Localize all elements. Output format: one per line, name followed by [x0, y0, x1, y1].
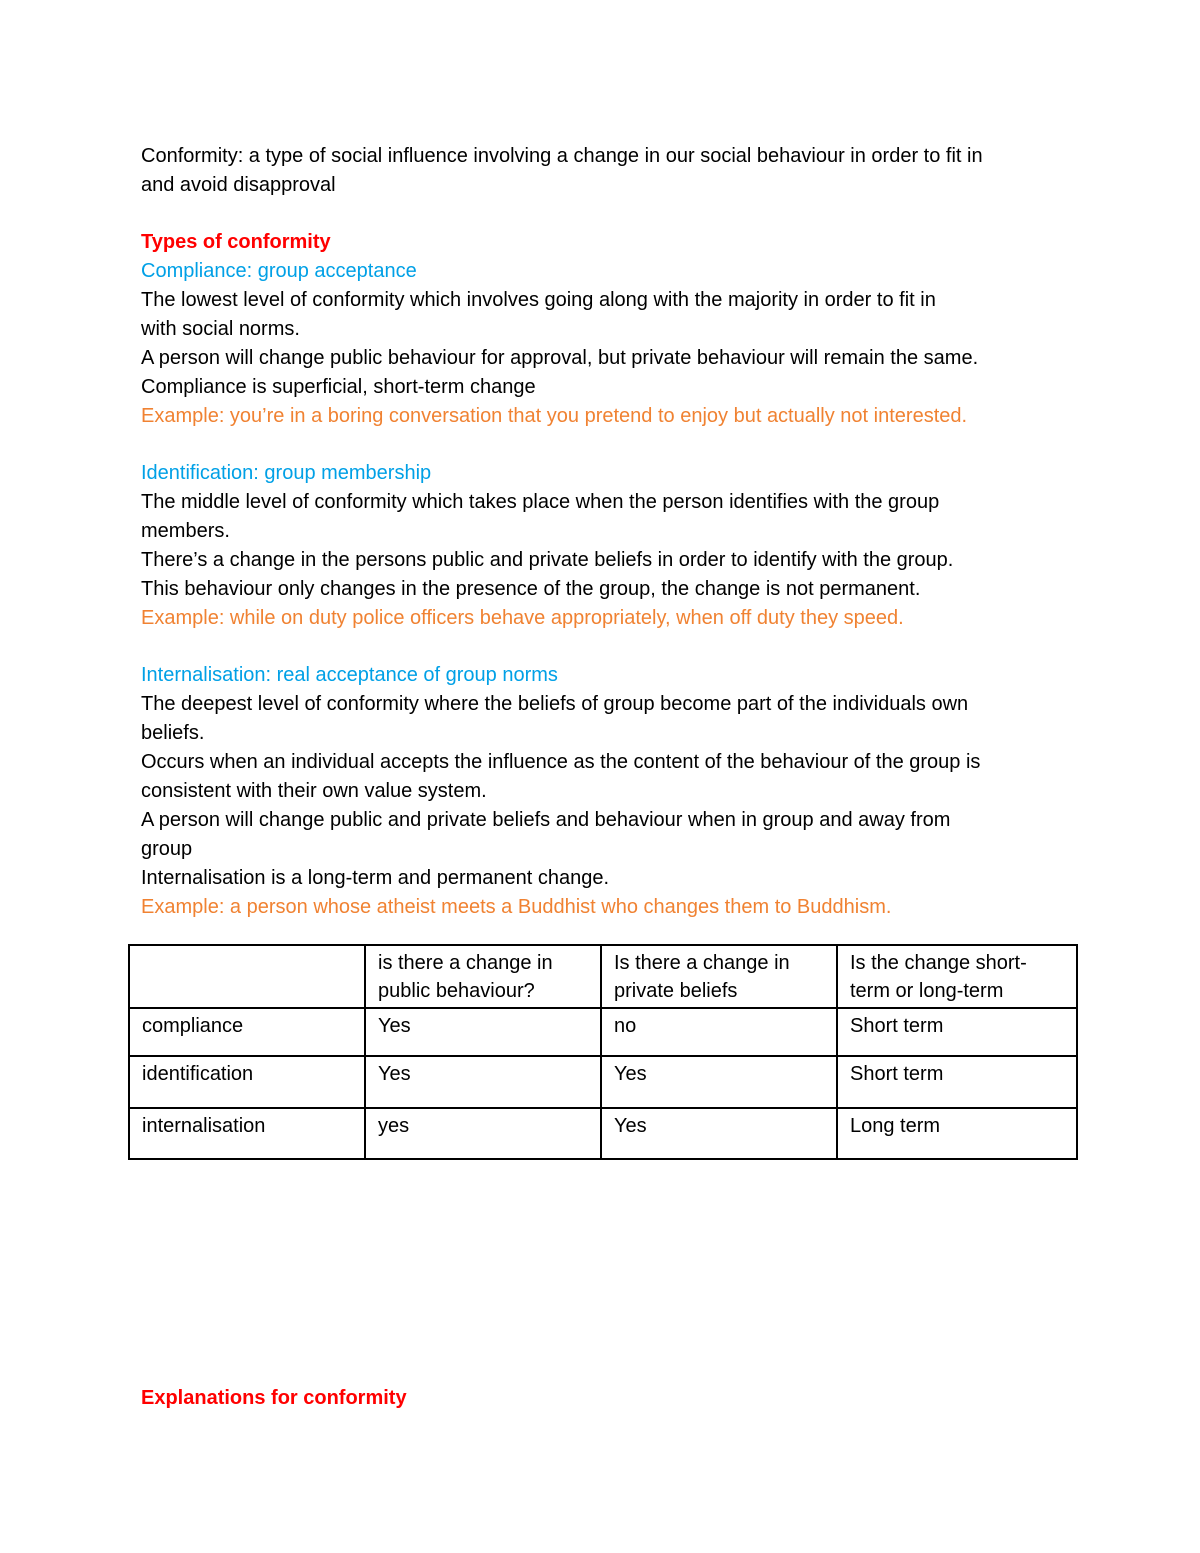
internalisation-text: Occurs when an individual accepts the influence as the content of the behaviour of the group is	[141, 751, 981, 773]
table-cell: no	[601, 1008, 837, 1056]
table-header-row	[129, 945, 1077, 1008]
compliance-text: The lowest level of conformity which involves going along with the majority in order to fit in	[141, 289, 936, 311]
internalisation-heading: Internalisation: real acceptance of group norms	[141, 664, 558, 686]
identification-text: members.	[141, 520, 230, 542]
internalisation-text: The deepest level of conformity where the beliefs of group become part of the individuals own	[141, 693, 969, 715]
identification-heading: Identification: group membership	[141, 462, 432, 484]
compliance-text: Compliance is superficial, short-term change	[141, 376, 536, 398]
header-text: is there a change in	[378, 952, 553, 974]
header-text: Is the change short-	[850, 952, 1027, 974]
compliance-text: A person will change public behaviour for approval, but private behaviour will remain the same.	[141, 347, 979, 369]
table-cell: Short term	[837, 1008, 1077, 1056]
table-header-cell	[601, 945, 837, 1008]
compliance-example: Example: you’re in a boring conversation that you pretend to enjoy but actually not interested.	[141, 405, 968, 427]
table-header-cell	[129, 945, 365, 1008]
internalisation-example: Example: a person whose atheist meets a Buddhist who changes them to Buddhism.	[141, 896, 892, 918]
header-text: public behaviour?	[378, 980, 535, 1002]
table-cell: Yes	[365, 1056, 601, 1108]
internalisation-text: beliefs.	[141, 722, 205, 744]
table-row	[129, 1056, 1077, 1108]
table-cell: Short term	[837, 1056, 1077, 1108]
table-row	[129, 1108, 1077, 1159]
header-text: private beliefs	[614, 980, 738, 1002]
explanations-heading: Explanations for conformity	[141, 1387, 407, 1409]
table-cell: Long term	[837, 1108, 1077, 1159]
table-cell: Yes	[365, 1008, 601, 1056]
table-row	[129, 1008, 1077, 1056]
table-cell: identification	[129, 1056, 365, 1108]
identification-text: There’s a change in the persons public and private beliefs in order to identify with the group.	[141, 549, 954, 571]
table-cell: compliance	[129, 1008, 365, 1056]
table-cell: Yes	[601, 1108, 837, 1159]
compliance-heading: Compliance: group acceptance	[141, 260, 417, 282]
table-header-cell	[837, 945, 1077, 1008]
types-heading: Types of conformity	[141, 231, 331, 253]
intro-line-2: and avoid disapproval	[141, 174, 336, 196]
intro-line-1: Conformity: a type of social influence involving a change in our social behaviour in order to fit in	[141, 145, 983, 167]
table-header-cell	[365, 945, 601, 1008]
compliance-text: with social norms.	[141, 318, 300, 340]
identification-text: This behaviour only changes in the presence of the group, the change is not permanent.	[141, 578, 921, 600]
internalisation-text: consistent with their own value system.	[141, 780, 487, 802]
identification-example: Example: while on duty police officers behave appropriately, when off duty they speed.	[141, 607, 904, 629]
header-text: term or long-term	[850, 980, 1004, 1002]
table-cell: internalisation	[129, 1108, 365, 1159]
identification-text: The middle level of conformity which takes place when the person identifies with the group	[141, 491, 940, 513]
table-cell: Yes	[601, 1056, 837, 1108]
internalisation-text: group	[141, 838, 193, 860]
document-body	[141, 142, 1076, 922]
internalisation-text: A person will change public and private beliefs and behaviour when in group and away from	[141, 809, 951, 831]
conformity-comparison-table	[128, 944, 1078, 1160]
internalisation-text: Internalisation is a long-term and permanent change.	[141, 867, 610, 889]
table-cell: yes	[365, 1108, 601, 1159]
header-text: Is there a change in	[614, 952, 790, 974]
